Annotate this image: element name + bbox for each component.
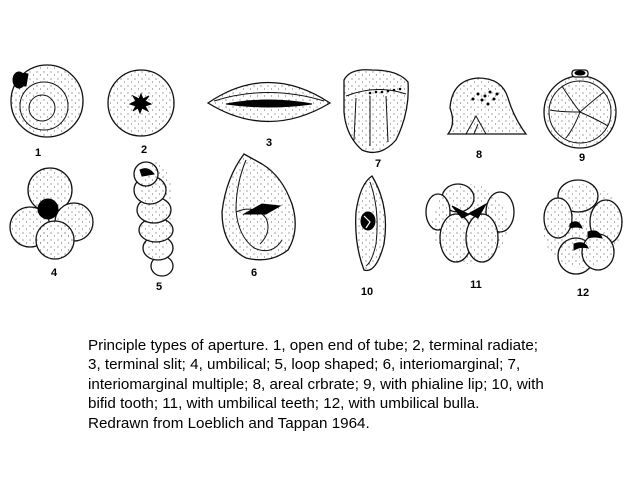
areal-cribrate-shell-icon	[448, 78, 526, 134]
figure-number-4: 4	[50, 267, 58, 279]
caption-line: Principle types of aperture. 1, open end of tube; 2, terminal radiate;	[88, 337, 538, 354]
umbilical-teeth-shell-icon	[426, 184, 514, 264]
figure-number-6: 6	[250, 267, 258, 279]
coiled-tube-shell-icon	[11, 65, 83, 137]
figure-number-2: 2	[140, 144, 148, 156]
radiate-aperture-shell-icon	[108, 70, 174, 136]
figure-number-12: 12	[576, 287, 590, 299]
terminal-slit-shell-icon	[208, 83, 330, 122]
caption-line: bifid tooth; 11, with umbilical teeth; 12, with umbilical bulla.	[88, 395, 480, 413]
figure-number-3: 3	[265, 137, 273, 149]
figure-number-7: 7	[374, 158, 382, 170]
figure-number-1: 1	[34, 147, 42, 159]
figure-number-5: 5	[155, 281, 163, 293]
loop-shaped-shell-icon	[134, 160, 173, 276]
figure-number-9: 9	[578, 152, 586, 164]
interiomarginal-multiple-shell-icon	[344, 70, 408, 153]
figure-number-8: 8	[475, 149, 483, 161]
figure-caption	[88, 336, 608, 433]
interiomarginal-shell-icon	[222, 154, 295, 260]
umbilical-aperture-shell-icon	[10, 168, 93, 259]
caption-line: 3, terminal slit; 4, umbilical; 5, loop shaped; 6, interiomarginal; 7,	[88, 356, 521, 374]
figure-number-11: 11	[470, 279, 482, 291]
umbilical-bulla-shell-icon	[542, 180, 622, 274]
phialine-lip-shell-icon	[544, 70, 616, 148]
caption-line: Redrawn from Loeblich and Tappan 1964.	[88, 414, 370, 432]
bifid-tooth-shell-icon	[356, 176, 386, 270]
figure-number-10: 10	[360, 286, 374, 298]
caption-line: interiomarginal multiple; 8, areal crbrate; 9, with phialine lip; 10, with	[88, 375, 544, 393]
